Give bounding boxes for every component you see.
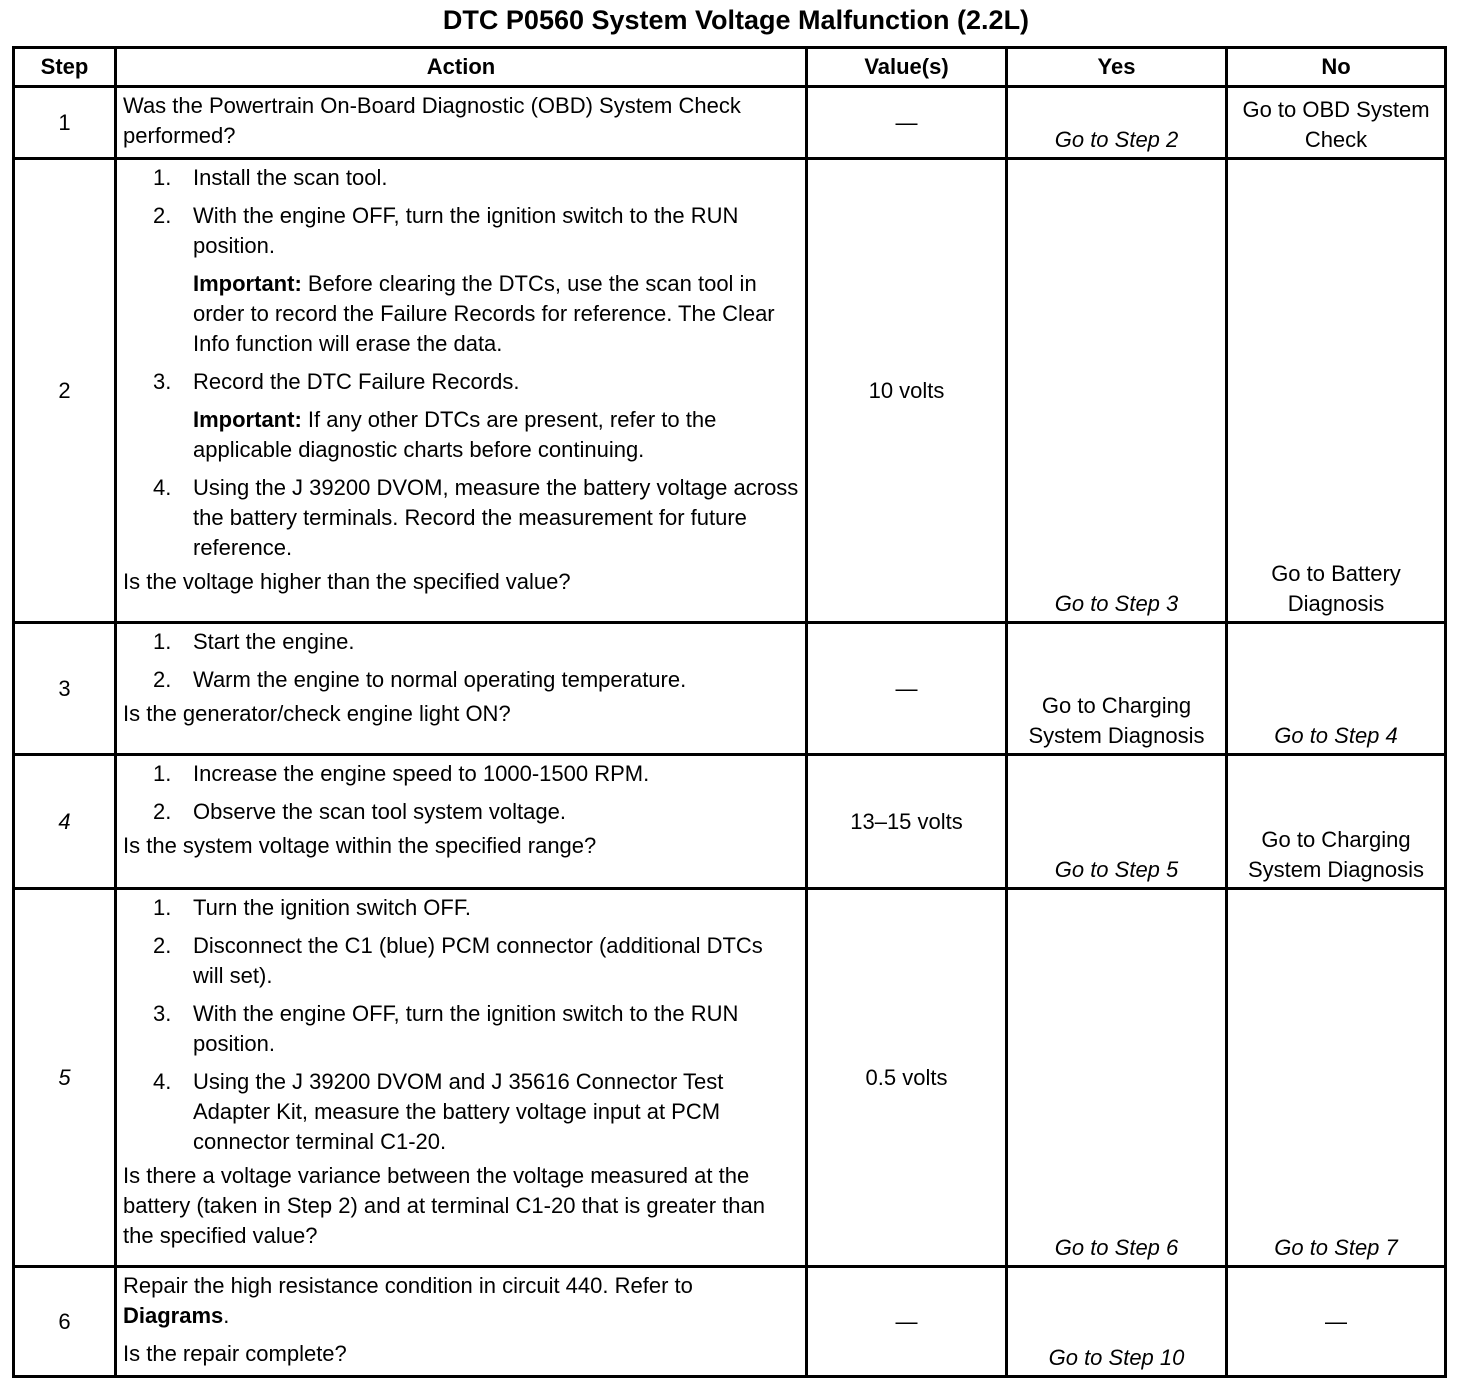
yes-cell: Go to Step 3: [1007, 159, 1227, 623]
no-cell: Go to OBD System Check: [1227, 87, 1446, 159]
yes-cell: Go to Step 2: [1007, 87, 1227, 159]
no-cell: Go to Battery Diagnosis: [1227, 159, 1446, 623]
yes-cell: Go to Charging System Diagnosis: [1007, 623, 1227, 755]
table-row: [14, 1267, 1446, 1377]
action-question: Is the generator/check engine light ON?: [123, 701, 511, 726]
step-number: 1: [14, 87, 116, 159]
action-steps: [123, 759, 799, 827]
value-cell: 0.5 volts: [807, 889, 1007, 1267]
diagnostic-table: [12, 46, 1447, 1378]
action-steps: [123, 367, 799, 397]
action-step: 1. Turn the ignition switch OFF.: [153, 895, 471, 920]
page-title: DTC P0560 System Voltage Malfunction (2.2L): [442, 5, 1030, 35]
value-cell: 10 volts: [807, 159, 1007, 623]
important-note: Important: If any other DTCs are present, refer to the applicable diagnostic charts before continuing.: [193, 407, 717, 462]
value-cell: —: [807, 1267, 1007, 1377]
header-values: Value(s): [807, 48, 1007, 87]
action-cell: [116, 87, 807, 159]
action-cell: [116, 1267, 807, 1377]
yes-cell: Go to Step 6: [1007, 889, 1227, 1267]
action-step: 4. Using the J 39200 DVOM and J 35616 Connector Test Adapter Kit, measure the battery voltage input at PCM connector terminal C1-20.: [153, 1069, 724, 1154]
action-step: 4. Using the J 39200 DVOM, measure the battery voltage across the battery terminals. Record the measurement for future reference.: [153, 475, 799, 560]
step-number: 3: [14, 623, 116, 755]
no-cell: Go to Step 7: [1227, 889, 1446, 1267]
action-step: 3. With the engine OFF, turn the ignition switch to the RUN position.: [153, 1001, 739, 1056]
action-cell: [116, 889, 807, 1267]
action-steps: [123, 627, 799, 695]
action-step: 1. Increase the engine speed to 1000-1500 RPM.: [153, 761, 650, 786]
action-step: 2. Observe the scan tool system voltage.: [153, 799, 566, 824]
value-cell: —: [807, 623, 1007, 755]
step-number: 2: [14, 159, 116, 623]
action-step: 3. Record the DTC Failure Records.: [153, 369, 520, 394]
step-number: 6: [14, 1267, 116, 1377]
header-no: No: [1227, 48, 1446, 87]
table-row: [14, 755, 1446, 889]
value-cell: —: [807, 87, 1007, 159]
action-cell: [116, 623, 807, 755]
table-row: [14, 87, 1446, 159]
table-row: [14, 159, 1446, 623]
important-note: Important: Before clearing the DTCs, use the scan tool in order to record the Failure Records for reference. The Clear Info function will erase the data.: [193, 271, 775, 356]
action-question: Was the Powertrain On-Board Diagnostic (OBD) System Check performed?: [123, 93, 741, 148]
yes-cell: Go to Step 5: [1007, 755, 1227, 889]
diagrams-reference: Diagrams: [123, 1303, 224, 1328]
no-cell: Go to Step 4: [1227, 623, 1446, 755]
action-steps: [123, 473, 799, 563]
header-step: Step: [14, 48, 116, 87]
step-number: 5: [14, 889, 116, 1267]
action-step: 1. Start the engine.: [153, 629, 355, 654]
header-yes: Yes: [1007, 48, 1227, 87]
header-action: Action: [116, 48, 807, 87]
no-cell: —: [1227, 1267, 1446, 1377]
action-question: Is the voltage higher than the specified value?: [123, 569, 571, 594]
action-steps: [123, 163, 799, 261]
table-row: [14, 623, 1446, 755]
action-instruction: Repair the high resistance condition in circuit 440. Refer to Diagrams.: [123, 1273, 693, 1328]
action-cell: [116, 159, 807, 623]
action-step: 1. Install the scan tool.: [153, 165, 388, 190]
value-cell: 13–15 volts: [807, 755, 1007, 889]
no-cell: Go to Charging System Diagnosis: [1227, 755, 1446, 889]
action-steps: [123, 893, 799, 1157]
action-step: 2. Warm the engine to normal operating temperature.: [153, 667, 687, 692]
step-number: 4: [14, 755, 116, 889]
action-question: Is the system voltage within the specified range?: [123, 833, 597, 858]
action-step: 2. Disconnect the C1 (blue) PCM connector (additional DTCs will set).: [153, 933, 763, 988]
yes-cell: Go to Step 10: [1007, 1267, 1227, 1377]
table-header-row: [14, 48, 1446, 87]
action-step: 2. With the engine OFF, turn the ignition switch to the RUN position.: [153, 203, 739, 258]
action-question: Is the repair complete?: [123, 1341, 347, 1366]
table-row: [14, 889, 1446, 1267]
action-question: Is there a voltage variance between the voltage measured at the battery (taken in Step 2) and at terminal C1-20 that is greater than the specified value?: [123, 1163, 766, 1248]
action-cell: [116, 755, 807, 889]
